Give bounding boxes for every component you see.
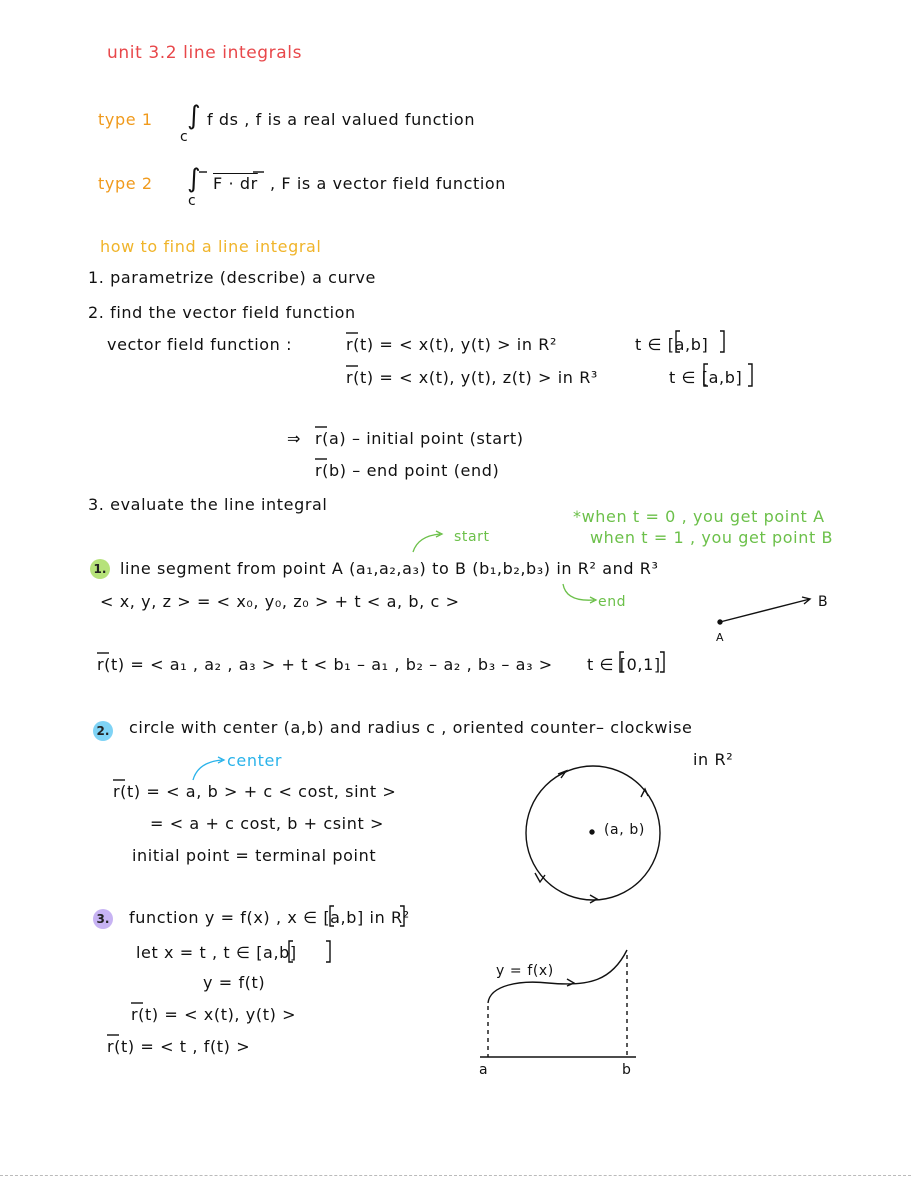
integral-sign-2: ∫: [187, 164, 202, 194]
note-center: center: [227, 751, 283, 770]
badge-case-2: 2.: [93, 721, 113, 741]
function-graph: [480, 950, 636, 1057]
case1-range: t ∈ [0,1]: [587, 655, 661, 674]
note-end: end: [598, 594, 627, 610]
case3-rt: r(t) = < x(t), y(t) >: [131, 1005, 297, 1024]
page-bottom-edge: [0, 1175, 911, 1176]
case3-y: y = f(t): [203, 973, 266, 992]
implies-arrow: ⇒: [287, 429, 302, 448]
badge-case-1: 1.: [90, 559, 110, 579]
r2-equation: r(t) = < x(t), y(t) > in R²: [346, 335, 558, 354]
integral-sign-1: ∫: [187, 101, 202, 131]
case1-line2: r(t) = < a₁ , a₂ , a₃ > + t < b₁ – a₁ , b₂ – a₂ , b₃ – a₃ >: [97, 655, 553, 674]
step-1: 1. parametrize (describe) a curve: [88, 268, 376, 287]
segment-label-b: B: [818, 594, 829, 610]
badge-case-3: 3.: [93, 909, 113, 929]
axis-label-a: a: [479, 1062, 489, 1078]
overline-bars: [97, 172, 358, 1035]
case2-in-r2: in R²: [693, 750, 734, 769]
type1-label: type 1: [98, 110, 153, 129]
case3-rt2: r(t) = < t , f(t) >: [107, 1037, 251, 1056]
segment-label-a: A: [716, 631, 725, 644]
how-to-heading: how to find a line integral: [100, 237, 322, 256]
case2-line3: initial point = terminal point: [132, 846, 377, 865]
case1-line1: < x, y, z > = < x₀, y₀, z₀ > + t < a, b, c >: [100, 592, 460, 611]
case3-title: function y = f(x) , x ∈ [a,b] in R²: [129, 908, 410, 927]
circle-center-label: (a, b): [604, 822, 645, 838]
type2-label: type 2: [98, 174, 153, 193]
note-start: start: [454, 529, 490, 545]
page-title: unit 3.2 line integrals: [107, 43, 303, 63]
case2-line2: = < a + c cost, b + csint >: [150, 814, 385, 833]
curve-label: y = f(x): [496, 963, 554, 979]
type2-vector-expr: F · dr: [213, 174, 258, 193]
green-arrows: [413, 531, 596, 603]
circle-sketch: [526, 766, 660, 903]
step-3: 3. evaluate the line integral: [88, 495, 328, 514]
step-2: 2. find the vector field function: [88, 303, 356, 322]
vector-field-label: vector field function :: [107, 335, 293, 354]
r3-range: t ∈ [a,b]: [669, 368, 743, 387]
blue-center-arrow: [193, 757, 224, 780]
note-when-t1: when t = 1 , you get point B: [590, 528, 834, 547]
integral-sub-2: c: [188, 193, 197, 209]
initial-point-line: r(a) – initial point (start): [315, 429, 524, 448]
segment-ab: [718, 597, 810, 624]
type2-expression: , F is a vector field function: [270, 174, 507, 193]
r3-equation: r(t) = < x(t), y(t), z(t) > in R³: [346, 368, 598, 387]
end-point-line: r(b) – end point (end): [315, 461, 500, 480]
case1-title: line segment from point A (a₁,a₂,a₃) to B (b₁,b₂,b₃) in R² and R³: [120, 559, 659, 578]
case2-line1: r(t) = < a, b > + c < cost, sint >: [113, 782, 397, 801]
bracket-boxes: [289, 331, 752, 962]
case2-title: circle with center (a,b) and radius c , oriented counter– clockwise: [129, 718, 693, 737]
axis-label-b: b: [622, 1062, 632, 1078]
r2-range: t ∈ [a,b]: [635, 335, 709, 354]
integral-sub-1: c: [180, 129, 189, 145]
case3-let: let x = t , t ∈ [a,b]: [136, 943, 297, 962]
note-when-t0: *when t = 0 , you get point A: [573, 507, 825, 526]
type1-expression: f ds , f is a real valued function: [207, 110, 476, 129]
